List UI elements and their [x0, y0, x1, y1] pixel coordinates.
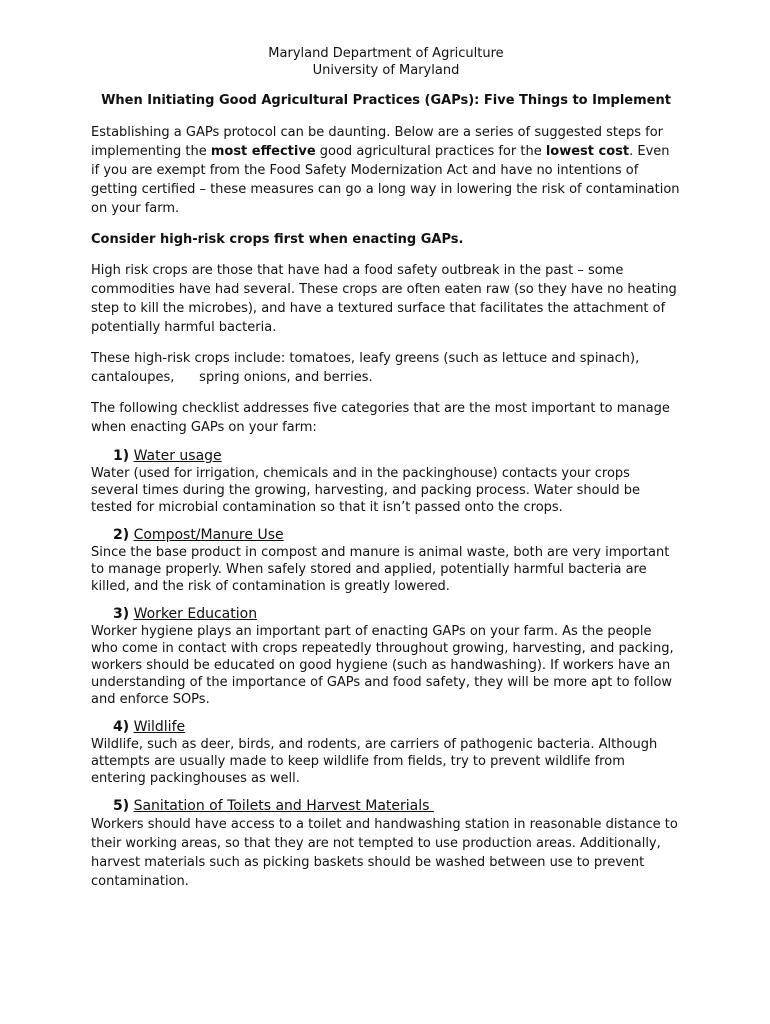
crops-paragraph: These high-risk crops include: tomatoes, leafy greens (such as lettuce and spinach), cantaloupes, spring onions, and berries. [91, 351, 644, 385]
item-title: Wildlife [133, 719, 186, 735]
item-body: Since the base product in compost and manure is animal waste, both are very important to manage properly. When safely stored and applied, potentially harmful bacteria are killed, and the risk of contamination is greatly lowered. [91, 545, 670, 594]
item-title: Compost/Manure Use [133, 527, 284, 543]
intro-text-2: good agricultural practices for the [315, 144, 546, 159]
intro-bold-1: most effective [210, 144, 316, 159]
item-number: 3) [113, 606, 130, 622]
item-number: 4) [113, 719, 130, 735]
item-number: 2) [113, 527, 130, 543]
checklist-item-sanitation [91, 797, 681, 891]
item-number: 5) [113, 798, 130, 814]
item-title: Sanitation of Toilets and Harvest Materials [133, 798, 434, 814]
document-page [91, 45, 681, 891]
org-name-umd: University of Maryland [312, 63, 460, 78]
intro-paragraph [91, 123, 681, 218]
item-body: Workers should have access to a toilet and handwashing station in reasonable distance to their working areas, so that they are not tempted to use production areas. Additionally, harvest materials such as picking baskets should be washed between use to prevent contamination. [91, 817, 678, 889]
high-risk-paragraph: High risk crops are those that have had a food safety outbreak in the past – some commodities have had several. These crops are often eaten raw (so they have no heating step to kill the microbes), and have a textured surface that facilitates the attachment of potentially harmful bacteria. [91, 263, 677, 335]
checklist-paragraph: The following checklist addresses five categories that are the most important to manage when enacting GAPs on your farm: [91, 401, 670, 435]
item-body: Worker hygiene plays an important part of enacting GAPs on your farm. As the people who come in contact with crops repeatedly throughout growing, harvesting, and packing, workers should be educated on good hygiene (such as handwashing). If workers have an understanding of the importance of GAPs and food safety, they will be more apt to follow and enforce SOPs. [91, 624, 674, 707]
document-title: When Initiating Good Agricultural Practices (GAPs): Five Things to Implement [101, 93, 671, 108]
checklist-item-worker-education [91, 605, 681, 708]
checklist-item-wildlife [91, 718, 681, 787]
item-number: 1) [113, 448, 130, 464]
org-name-mda: Maryland Department of Agriculture [268, 46, 504, 61]
item-body: Wildlife, such as deer, birds, and rodents, are carriers of pathogenic bacteria. Although attempts are usually made to keep wildlife from fields, try to prevent wildlife from entering packinghouses as well. [91, 737, 658, 786]
item-body: Water (used for irrigation, chemicals and in the packinghouse) contacts your crops several times during the growing, harvesting, and packing process. Water should be tested for microbial contamination so that it isn’t passed onto the crops. [91, 466, 641, 515]
section-heading: Consider high-risk crops first when enacting GAPs. [91, 232, 464, 247]
intro-text-1: Establishing a GAPs protocol can be daunting. Below are a series of suggested steps for implementing the [91, 125, 664, 159]
intro-text-3: . Even if you are exempt from the Food Safety Modernization Act and have no intentions of getting certified – these measures can go a long way in lowering the risk of contamination on your farm. [91, 144, 680, 216]
item-title: Water usage [133, 448, 222, 464]
intro-bold-2: lowest cost [545, 144, 630, 159]
checklist-item-water [91, 447, 681, 516]
checklist-item-compost [91, 526, 681, 595]
item-title: Worker Education [133, 606, 258, 622]
